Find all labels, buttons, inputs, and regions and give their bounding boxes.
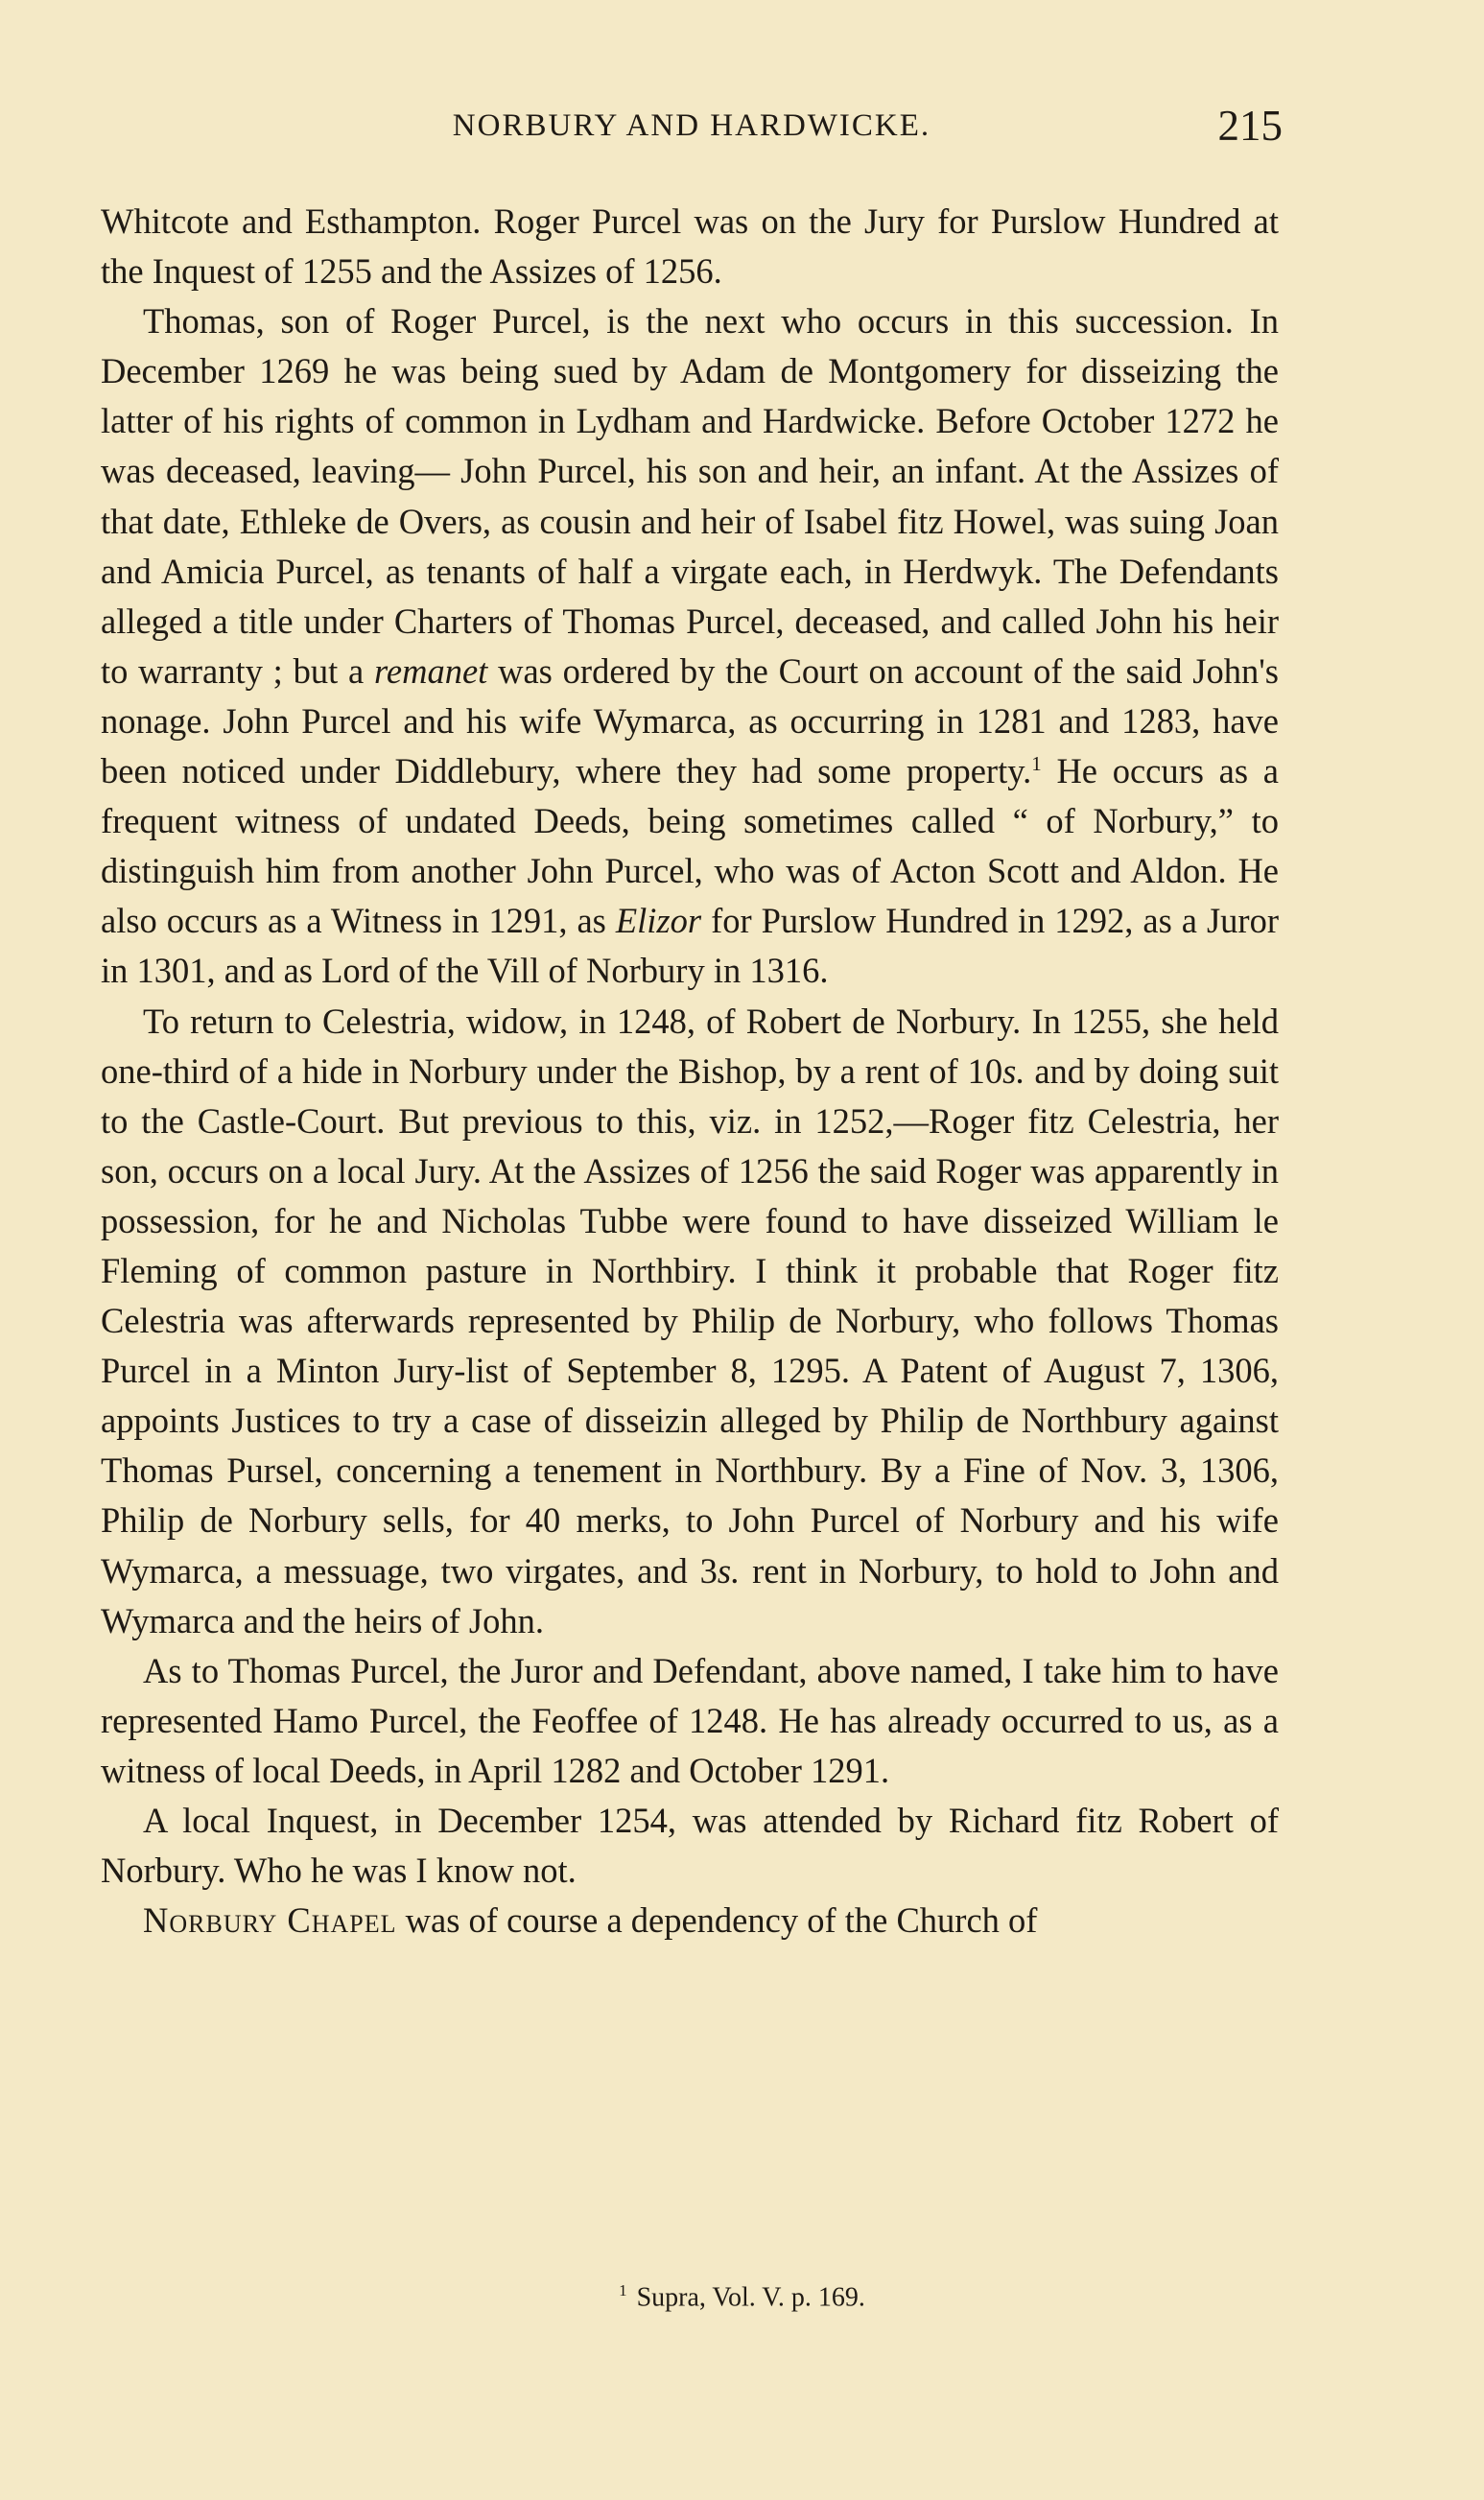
paragraph-2-text-c: He occurs as a frequent witness of undated Deeds, being sometimes called “ of Norbury,” to distinguish him from another John Purcel, who was of Acton Scott and Aldon. He also occurs as a Witness in 1291, as	[101, 751, 1279, 941]
paragraph-3-text-c: rent in Norbury, to hold to John and Wymarca and the heirs of John.	[101, 1550, 1280, 1640]
paragraph-2-text-b: was ordered by the Court on account of the said John's nonage. John Purcel and his wife Wymarca, as occurring in 1281 and 1283, have been noticed under Diddlebury, where they had some property.	[101, 650, 1279, 791]
paragraph-2-italic-remanet: remanet	[374, 650, 488, 691]
running-title: NORBURY AND HARDWICKE.	[452, 108, 931, 143]
paragraph-2	[101, 296, 1279, 996]
footnote-reference: 1	[1031, 751, 1042, 775]
paragraph-2-italic-elizor: Elizor	[615, 901, 702, 941]
shilling-abbrev-1: s.	[1002, 1050, 1025, 1091]
paragraph-4: As to Thomas Purcel, the Juror and Defendant, above named, I take him to have represented Hamo Purcel, the Feoffee of 1248. He has already occurred to us, as a witness of local Deeds, in April 1282 and October 1291.	[101, 1650, 1279, 1790]
footnote-mark: 1	[619, 2281, 627, 2300]
shilling-abbrev-2: s.	[717, 1550, 741, 1591]
page-number: 215	[1217, 102, 1283, 150]
paragraph-5: A local Inquest, in December 1254, was attended by Richard fitz Robert of Norbury. Who he was I know not.	[101, 1801, 1279, 1891]
paragraph-3-text-b: and by doing suit to the Castle-Court. But previous to this, viz. in 1252,—Roger fitz Celestria, her son, occurs on a local Jury. At the Assizes of 1256 the said Roger was apparently in possession, for he and Nicholas Tubbe were found to have disseized William le Fleming of common pasture in Northbiry. I think it probable that Roger fitz Celestria was afterwards represented by Philip de Norbury, who follows Thomas Purcel in a Minton Jury-list of September 8, 1295. A Patent of August 7, 1306, appoints Justices to try a case of disseizin alleged by Philip de Northbury against Thomas Pursel, concerning a tenement in Northbury. By a Fine of Nov. 3, 1306, Philip de Norbury sells, for 40 merks, to John Purcel of Norbury and his wife Wymarca, a messuage, two virgates, and 3	[101, 1050, 1279, 1591]
footnote	[0, 2281, 1484, 2313]
paragraph-1: Whitcote and Esthampton. Roger Purcel was on the Jury for Purslow Hundred at the Inquest of 1255 and the Assizes of 1256.	[101, 201, 1279, 292]
section-heading-norbury-chapel: Norbury Chapel	[143, 1900, 397, 1941]
paragraph-2-text-d: for Purslow Hundred in 1292, as a Juror in 1301, and as Lord of the Vill of Norbury in 1316.	[101, 901, 1279, 991]
page-header	[101, 101, 1283, 153]
paragraph-2-text-a: Thomas, son of Roger Purcel, is the next who occurs in this succession. In December 1269 he was being sued by Adam de Montgomery for disseizing the latter of his rights of common in Lydham and Hardwicke. Before October 1272 he was deceased, leaving— John Purcel, his son and heir, an infant. At the Assizes of that date, Ethleke de Overs, as cousin and heir of Isabel fitz Howel, was suing Joan and Amicia Purcel, as tenants of half a virgate each, in Herdwyk. The Defendants alleged a title under Charters of Thomas Purcel, deceased, and called John his heir to warranty ; but a	[101, 301, 1279, 691]
footnote-text: Supra, Vol. V. p. 169.	[636, 2282, 865, 2313]
body-text	[101, 197, 1279, 1946]
paragraph-6	[101, 1896, 1279, 1946]
paragraph-6-text: was of course a dependency of the Church of	[396, 1900, 1038, 1941]
paragraph-3	[101, 997, 1279, 1646]
paragraph-3-text-a: To return to Celestria, widow, in 1248, of Robert de Norbury. In 1255, she held one-third of a hide in Norbury under the Bishop, by a rent of 10	[101, 1001, 1279, 1091]
